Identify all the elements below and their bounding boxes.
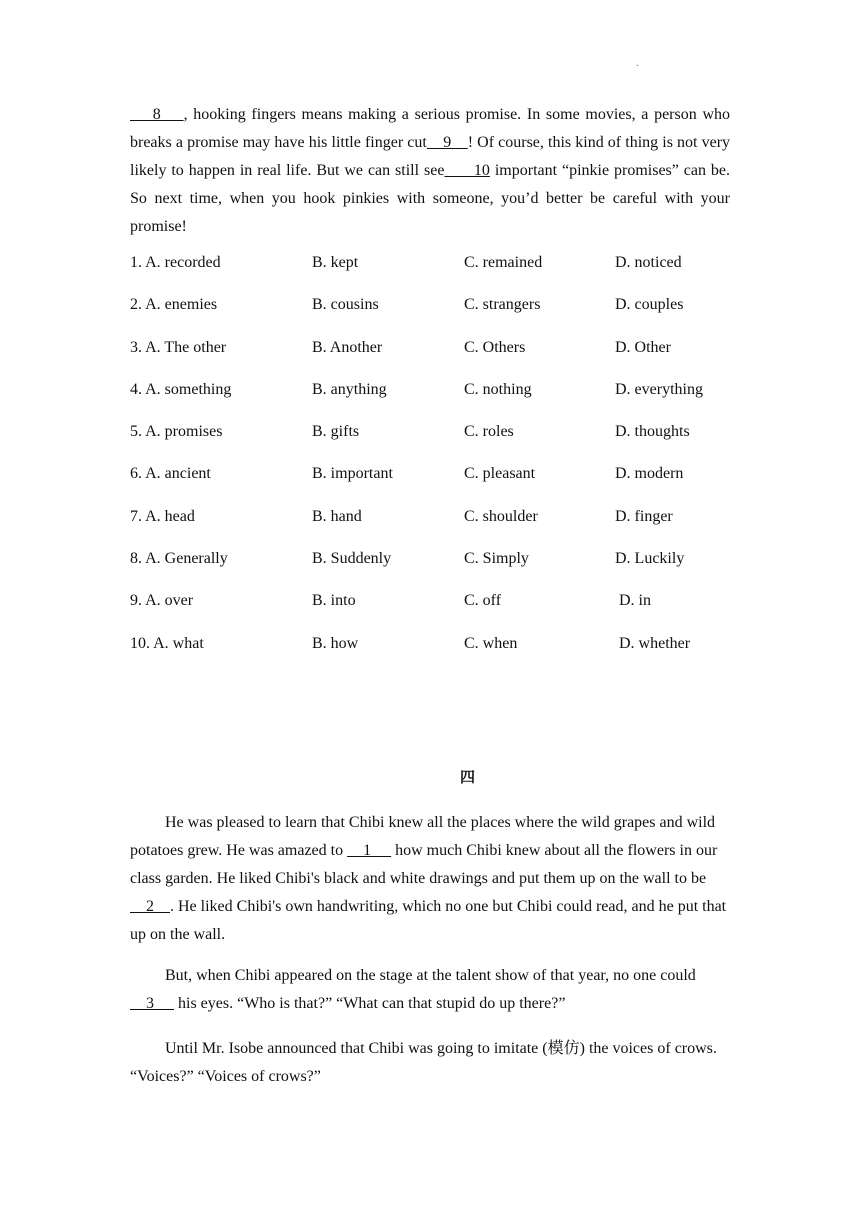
passage-text-2: ! Of course, this kind of thing is not very likely to happen in real life. But we can still see — [130, 134, 731, 179]
option-row — [130, 508, 730, 550]
option-b: B. into — [312, 592, 356, 610]
option-c: C. off — [464, 592, 502, 610]
page-mark: . — [636, 58, 639, 69]
option-row — [130, 423, 730, 465]
option-row — [130, 635, 730, 677]
option-d: D. in — [619, 592, 651, 610]
option-a: 2. A. enemies — [130, 296, 218, 314]
option-b: B. anything — [312, 380, 387, 398]
option-b: B. Suddenly — [312, 550, 392, 568]
option-d: D. Luckily — [615, 550, 685, 568]
option-a: 5. A. promises — [130, 423, 223, 441]
option-d: D. thoughts — [615, 423, 690, 441]
option-c: C. Simply — [464, 550, 529, 568]
option-c: C. when — [464, 634, 518, 652]
blank-2: 2 — [130, 898, 170, 915]
blank-9: 9 — [426, 134, 468, 151]
passage-text-1: , hooking fingers means making a serious promise. In some movies, a person who breaks a promise may have his little finger cut — [130, 106, 730, 151]
options-list — [130, 254, 730, 677]
option-c: C. remained — [464, 254, 543, 271]
option-d: D. noticed — [615, 254, 682, 271]
passage-text-3: important “pinkie promises” can be. So next time, when you hook pinkies with someone, you’d better be careful with your promise! — [130, 162, 731, 235]
option-c: C. strangers — [464, 296, 541, 314]
option-a: 8. A. Generally — [130, 550, 228, 568]
paragraph-text: But, when Chibi appeared on the stage at the talent show of that year, no one could — [165, 967, 696, 984]
blank-8: 8 — [130, 106, 184, 123]
option-b: B. important — [312, 465, 393, 483]
section4-paragraph-3 — [130, 1035, 728, 1091]
passage-3-text — [130, 101, 730, 241]
option-c: C. roles — [464, 423, 514, 441]
blank-3: 3 — [130, 995, 174, 1012]
section4-paragraph-1 — [130, 809, 728, 949]
option-row — [130, 339, 730, 381]
option-c: C. shoulder — [464, 507, 538, 525]
option-a: 4. A. something — [130, 380, 232, 398]
option-b: B. hand — [312, 507, 362, 525]
option-d: D. whether — [619, 634, 691, 652]
paragraph-text: how much Chibi knew about all the flowers in our class garden. He liked Chibi's black and white drawings and put them up on the wall to be — [130, 842, 718, 887]
option-b: B. kept — [312, 254, 359, 271]
option-b: B. how — [312, 634, 359, 652]
option-row — [130, 592, 730, 634]
section-heading: 四 — [459, 768, 475, 786]
option-row — [130, 296, 730, 338]
option-b: B. gifts — [312, 423, 360, 441]
option-b: B. cousins — [312, 296, 379, 314]
paragraph-text: . He liked Chibi's own handwriting, which no one but Chibi could read, and he put that up on the wall. — [130, 898, 727, 943]
option-row — [130, 465, 730, 507]
option-c: C. Others — [464, 338, 526, 356]
option-a: 6. A. ancient — [130, 465, 211, 483]
option-d: D. couples — [615, 296, 684, 314]
option-c: C. pleasant — [464, 465, 536, 483]
option-a: 10. A. what — [130, 634, 204, 652]
paragraph-text: Until Mr. Isobe announced that Chibi was going to imitate (模仿) the voices of crows. “Voices?” “Voices of crows?” — [130, 1040, 717, 1085]
blank-10: 10 — [444, 162, 490, 179]
option-row — [130, 381, 730, 423]
option-row — [130, 254, 730, 296]
option-a: 7. A. head — [130, 507, 195, 525]
option-b: B. Another — [312, 338, 383, 356]
option-c: C. nothing — [464, 380, 532, 398]
blank-1: 1 — [347, 842, 392, 859]
section4-paragraph-2 — [130, 962, 728, 1018]
option-row — [130, 550, 730, 592]
option-a: 1. A. recorded — [130, 254, 221, 271]
paragraph-text: his eyes. “Who is that?” “What can that stupid do up there?” — [174, 995, 566, 1012]
option-d: D. everything — [615, 380, 703, 398]
option-d: D. Other — [615, 338, 671, 356]
option-a: 3. A. The other — [130, 338, 227, 356]
paragraph-text: He was pleased to learn that Chibi knew all the places where the wild grapes and wild potatoes grew. He was amazed to — [130, 814, 716, 859]
option-d: D. finger — [615, 507, 673, 525]
option-a: 9. A. over — [130, 592, 194, 610]
option-d: D. modern — [615, 465, 684, 483]
